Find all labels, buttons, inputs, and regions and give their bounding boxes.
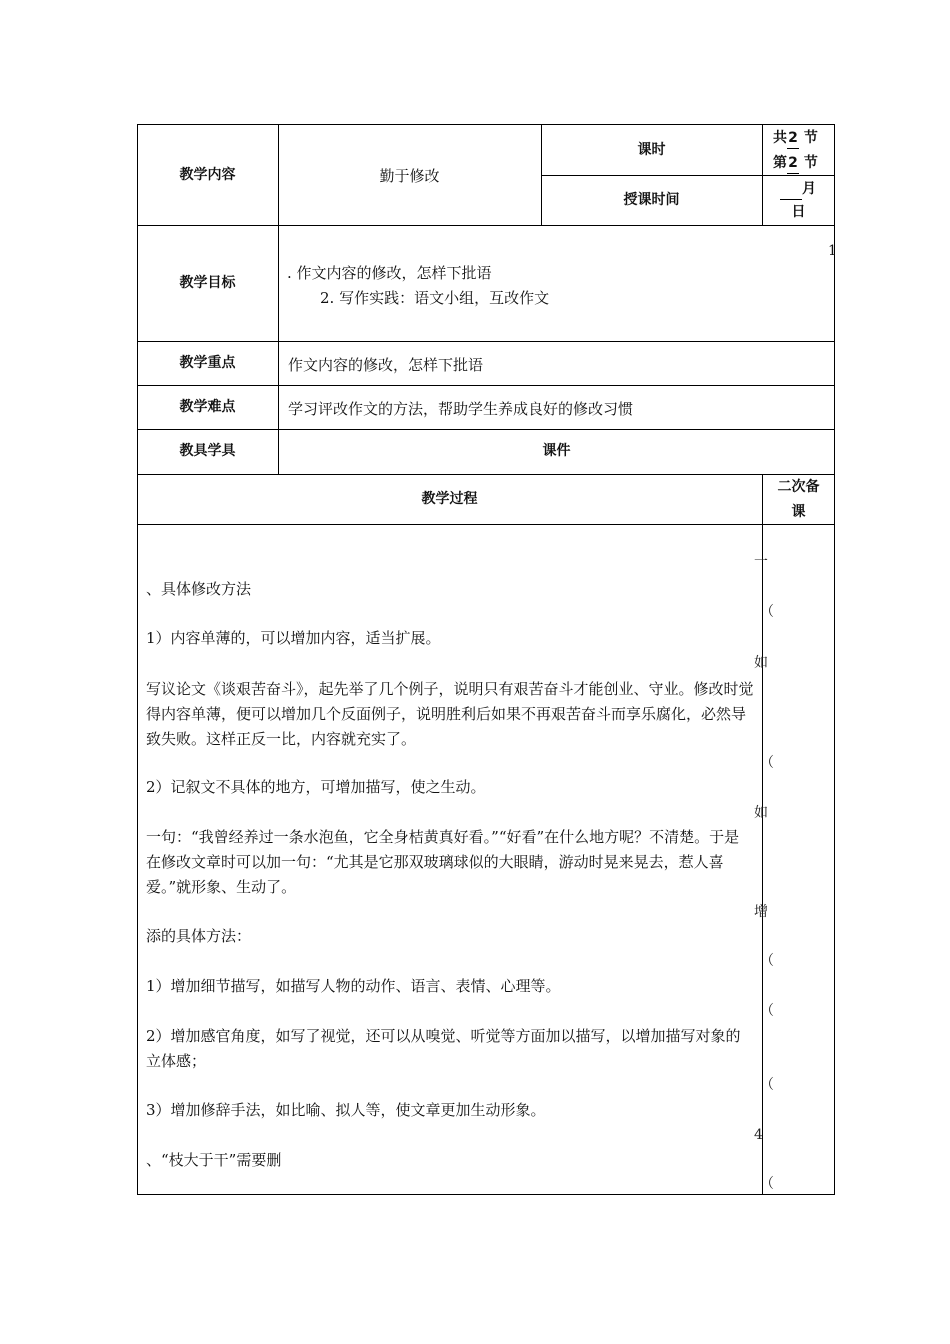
margin-fragment: （ <box>760 604 774 620</box>
notes-label-line-1: 二次备 <box>777 479 820 495</box>
time-month: 月 <box>780 179 816 200</box>
focus-label: 教学重点 <box>179 355 236 371</box>
notes-label-line-2: 课 <box>791 504 806 520</box>
difficulty-label: 教学难点 <box>179 399 236 415</box>
process-para-8: 2）增加感官角度，如写了视觉，还可以从嗅觉、听觉等方面加以描写，以增加描写对象的立体感； <box>146 1027 741 1070</box>
content-label: 教学内容 <box>179 167 236 183</box>
row-divider-difficulty <box>137 429 835 430</box>
process-para-9: 3）增加修辞手法，如比喻、拟人等，使文章更加生动形象。 <box>146 1101 546 1119</box>
process-para-10: 、“枝大于干”需要删 <box>146 1151 282 1169</box>
goals-page-marker: 1 <box>828 243 837 259</box>
goals-item-2: 2. 写作实践：语文小组，互改作文 <box>320 289 550 307</box>
margin-fragment: （ <box>760 953 774 969</box>
process-para-4: 2）记叙文不具体的地方，可增加描写，使之生动。 <box>146 778 486 796</box>
content-value: 勤于修改 <box>379 167 440 185</box>
margin-fragment: （ <box>760 1176 774 1192</box>
row-divider-goals <box>137 341 835 342</box>
period-label: 课时 <box>637 142 666 158</box>
period-total: 共2 节 <box>773 128 818 149</box>
process-para-7: 1）增加细节描写，如描写人物的动作、语言、表情、心理等。 <box>146 977 561 995</box>
difficulty-value: 学习评改作文的方法，帮助学生养成良好的修改习惯 <box>288 400 634 418</box>
time-label: 授课时间 <box>623 192 680 208</box>
margin-fragment: 增 <box>754 904 768 920</box>
margin-fragment: 如 <box>754 805 768 821</box>
process-para-6: 添的具体方法： <box>146 927 252 945</box>
process-label: 教学过程 <box>421 491 478 507</box>
process-para-2: 1）内容单薄的，可以增加内容，适当扩展。 <box>146 629 441 647</box>
margin-fragment: （ <box>760 1077 774 1093</box>
row-divider-period <box>541 175 835 176</box>
margin-fragment: 4 <box>754 1127 763 1143</box>
row-divider-process <box>137 524 835 525</box>
focus-value: 作文内容的修改，怎样下批语 <box>288 356 484 374</box>
time-day: 日 <box>791 204 806 220</box>
row-divider-tools <box>137 474 835 475</box>
goals-label: 教学目标 <box>179 275 236 291</box>
row-divider-focus <box>137 385 835 386</box>
period-current: 第2 节 <box>773 153 818 174</box>
tools-value: 课件 <box>542 443 571 459</box>
margin-fragment: 一 <box>754 554 768 570</box>
goals-item-1: . 作文内容的修改，怎样下批语 <box>287 264 492 282</box>
process-para-5: 一句：“我曾经养过一条水泡鱼，它全身桔黄真好看。”“好看”在什么地方呢？不清楚。于是在修改文章时可以加一句：“尤其是它那双玻璃球似的大眼睛，游动时晃来晃去，惹人喜爱。”就形象、生动了。 <box>146 828 740 896</box>
margin-fragment: （ <box>760 755 774 771</box>
margin-fragment: （ <box>760 1003 774 1019</box>
process-para-3: 写议论文《谈艰苦奋斗》，起先举了几个例子，说明只有艰苦奋斗才能创业、守业。修改时觉得内容单薄，便可以增加几个反面例子，说明胜利后如果不再艰苦奋斗而享乐腐化，必然导致失败。这样正反一比，内容就充实了。 <box>146 680 754 748</box>
tools-label: 教具学具 <box>179 443 236 459</box>
process-para-1: 、具体修改方法 <box>146 580 252 598</box>
margin-fragment: 如 <box>754 655 768 671</box>
row-divider-header <box>137 225 835 226</box>
